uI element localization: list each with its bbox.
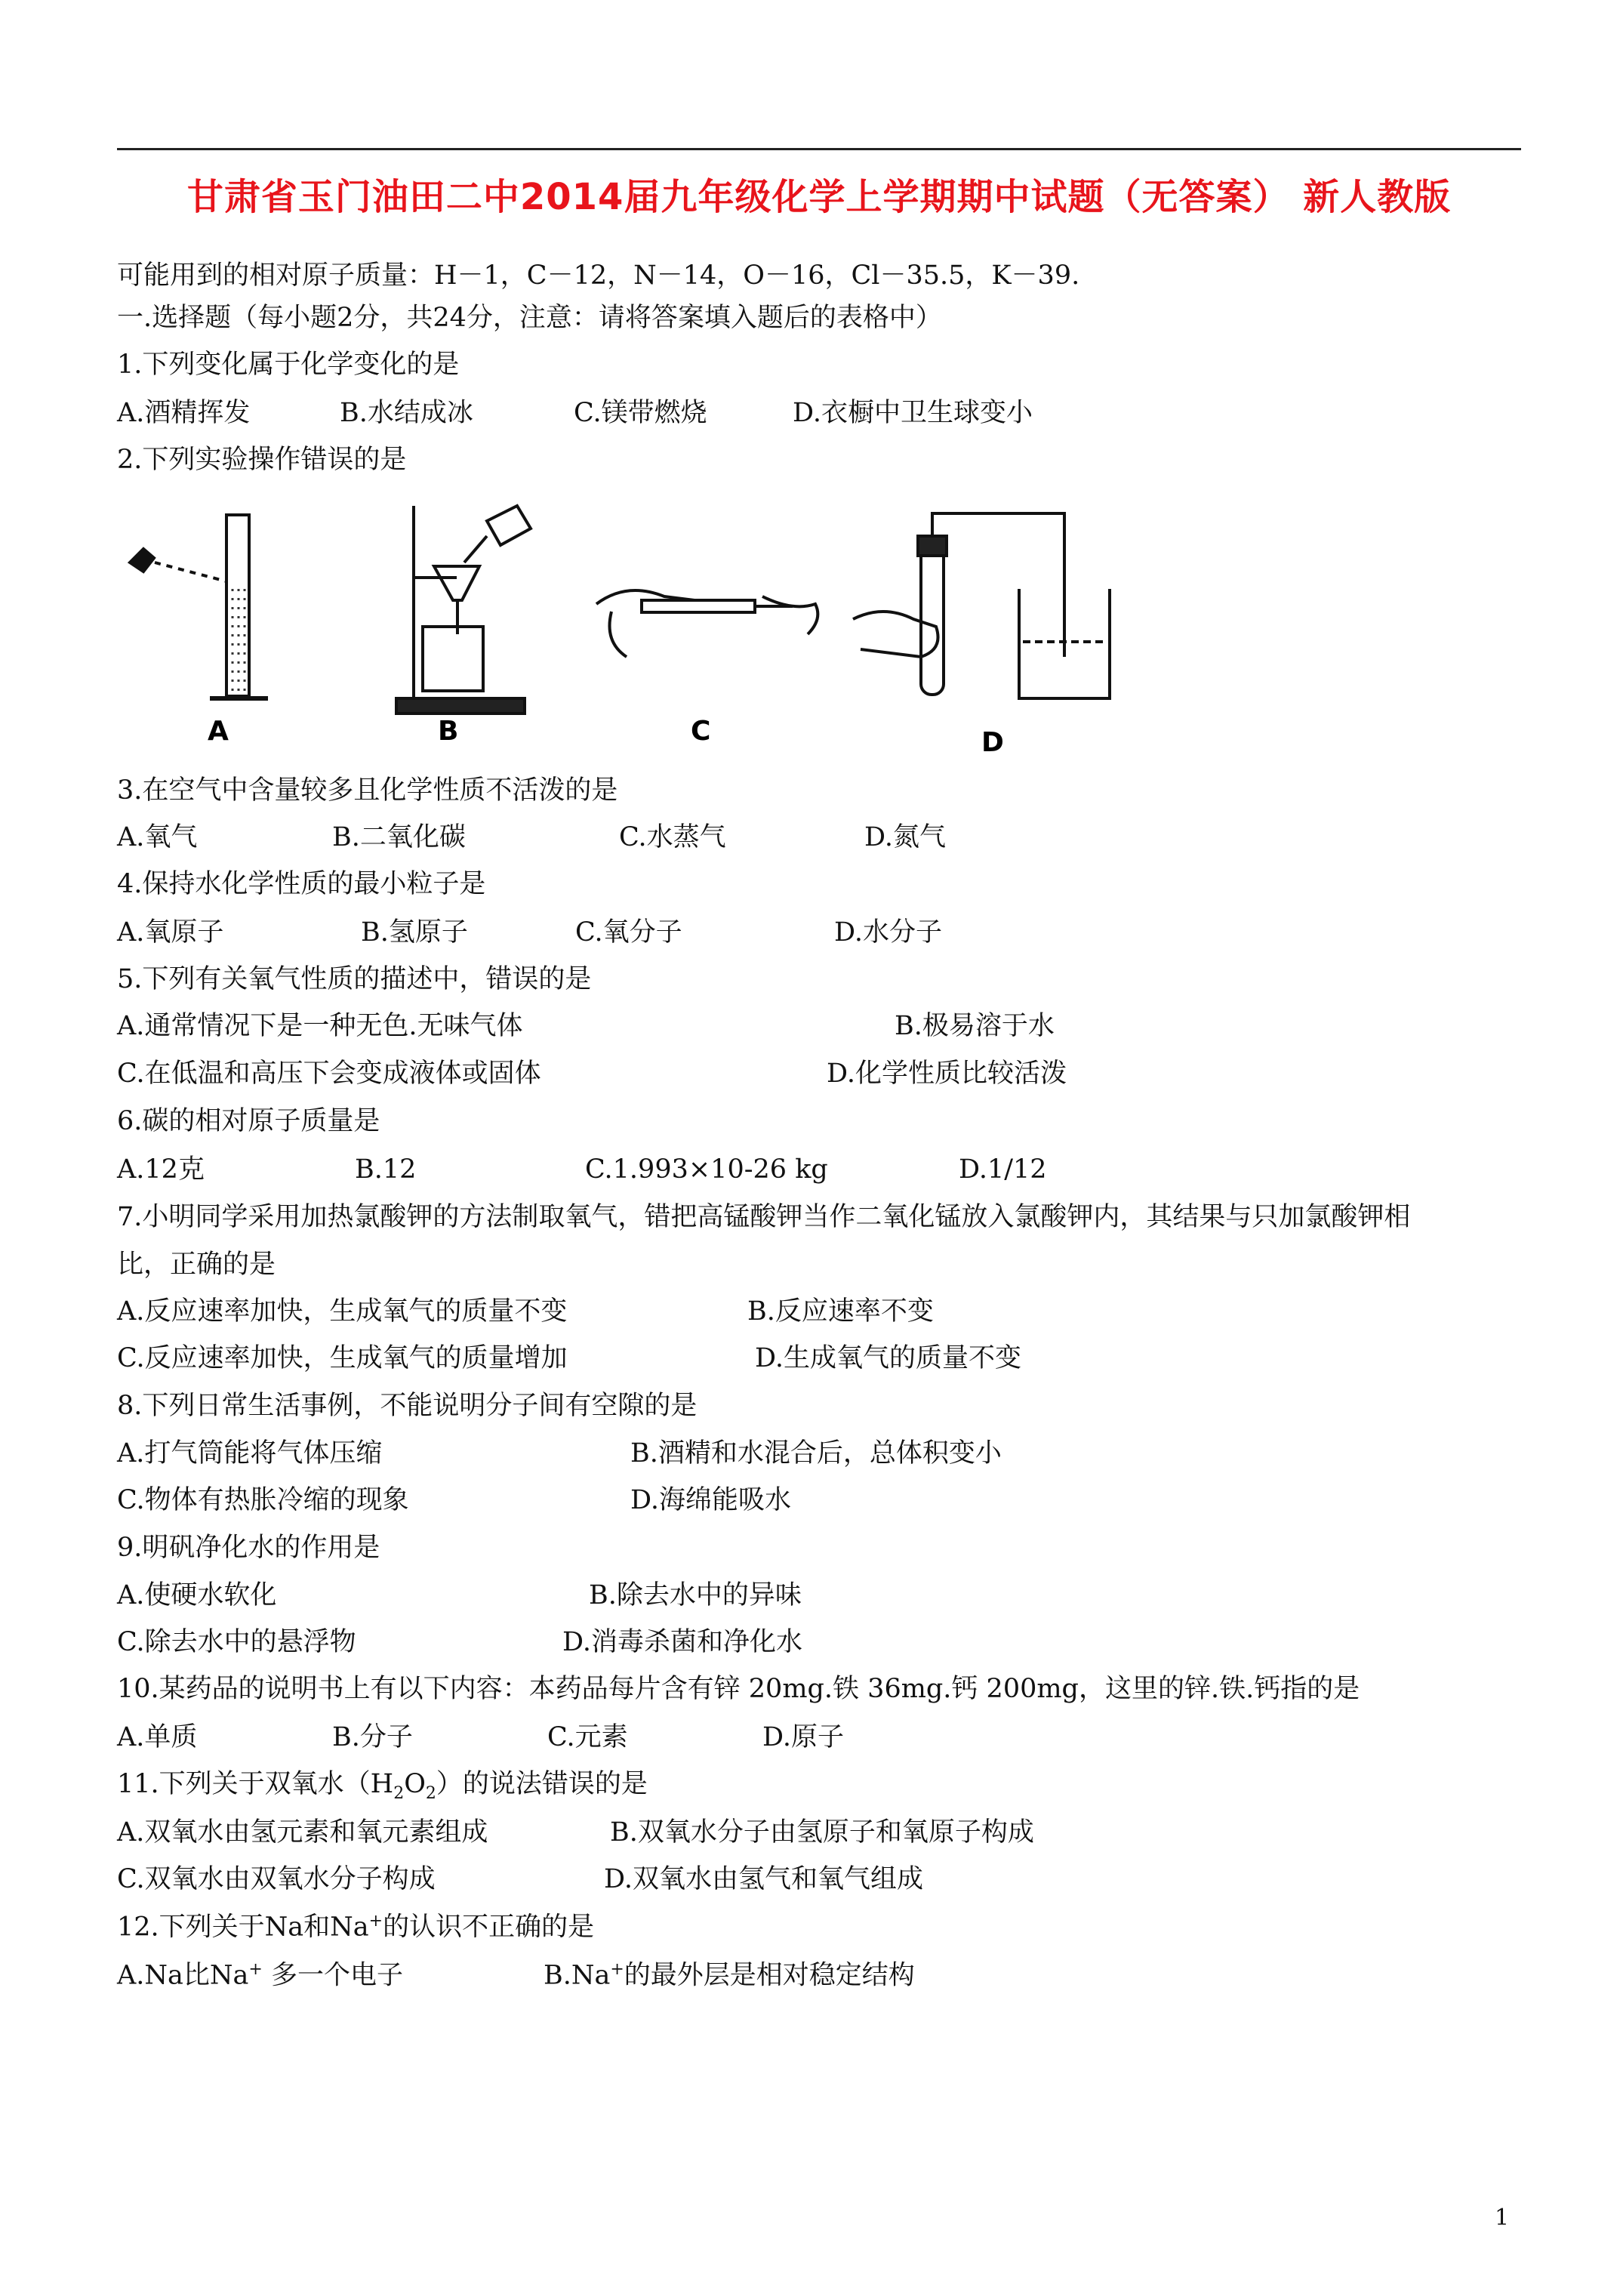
question-10-option-c: C.元素 (547, 1722, 628, 1752)
atomic-masses-line: 可能用到的相对原子质量：H－1，C－12，N－14，O－16，Cl－35.5，K－39. (117, 260, 1080, 291)
question-7-option-d: D.生成氧气的质量不变 (755, 1343, 1021, 1373)
question-11-option-a: A.双氧水由氢元素和氧元素组成 (117, 1817, 488, 1848)
question-5-stem: 5.下列有关氧气性质的描述中，错误的是 (117, 964, 592, 994)
figure-c-tube-connection (596, 590, 818, 657)
question-5-option-c: C.在低温和高压下会变成液体或固体 (117, 1059, 541, 1089)
question-7-option-c: C.反应速率加快，生成氧气的质量增加 (117, 1343, 568, 1373)
figure-d-airtightness-check (853, 513, 1110, 698)
question-1-option-d: D.衣橱中卫生球变小 (793, 398, 1033, 428)
question-11-stem: 11.下列关于双氧水$(H_2O_2)$的说法错误的是 (117, 1769, 648, 1803)
question-11-option-c: C.双氧水由双氧水分子构成 (117, 1864, 436, 1894)
question-4-option-c: C.氧分子 (575, 917, 682, 948)
question-1-option-b: B.水结成冰 (340, 398, 473, 428)
question-3-option-c: C.水蒸气 (619, 822, 726, 852)
question-4-option-d: D.水分子 (834, 917, 942, 948)
question-8-option-a: A.打气筒能将气体压缩 (117, 1438, 383, 1469)
question-10-option-d: D.原子 (762, 1722, 844, 1752)
header-rule (117, 148, 1521, 150)
figure-b-filtration (396, 506, 531, 713)
question-9-option-a: A.使硬水软化 (117, 1580, 277, 1610)
question-3-option-b: B.二氧化碳 (332, 822, 466, 852)
question-4-option-a: A.氧原子 (117, 917, 224, 948)
question-5-option-b: B.极易溶于水 (895, 1011, 1055, 1041)
question-3-option-a: A.氧气 (117, 822, 198, 852)
question-6-option-d: D.1/12 (959, 1154, 1047, 1185)
question-11-option-b: B.双氧水分子由氢原子和氧原子构成 (610, 1817, 1034, 1848)
question-6-option-a: A.12克 (117, 1154, 205, 1185)
question-9-option-b: B.除去水中的异味 (589, 1580, 802, 1610)
question-10-option-b: B.分子 (332, 1722, 413, 1752)
question-12-option-a: A.Na比Na+ 多一个电子 (117, 1960, 403, 1991)
question-7-stem-cont: 比，正确的是 (117, 1250, 276, 1280)
question-12-option-b: B.Na+的最外层是相对稳定结构 (544, 1960, 915, 1991)
question-6-stem: 6.碳的相对原子质量是 (117, 1106, 380, 1136)
question-3-option-d: D.氮气 (864, 822, 946, 852)
page-title: 甘肃省玉门油田二中2014届九年级化学上学期期中试题（无答案） 新人教版 (186, 176, 1452, 218)
question-9-stem: 9.明矾净化水的作用是 (117, 1533, 380, 1563)
question-10-stem: 10.某药品的说明书上有以下内容：本药品每片含有锌 20mg.铁 36mg.钙 200mg，这里的锌.铁.钙指的是 (117, 1674, 1360, 1704)
figure-label-c: C (691, 716, 711, 747)
question-8-option-b: B.酒精和水混合后，总体积变小 (630, 1438, 1002, 1469)
question-7-stem: 7.小明同学采用加热氯酸钾的方法制取氧气，错把高锰酸钾当作二氧化锰放入氯酸钾内，其结果与只加氯酸钾相 (117, 1202, 1411, 1232)
question-11-option-d: D.双氧水由氢气和氧气组成 (604, 1864, 923, 1894)
question-5-option-d: D.化学性质比较活泼 (827, 1059, 1067, 1089)
page-number: 1 (1495, 2205, 1510, 2231)
section-heading: 一.选择题（每小题2分，共24分，注意：请将答案填入题后的表格中） (117, 303, 942, 333)
question-6-option-c: C.1.993×10-26 kg (585, 1154, 828, 1185)
question-9-option-c: C.除去水中的悬浮物 (117, 1627, 356, 1657)
question-9-option-d: D.消毒杀菌和净化水 (562, 1627, 802, 1657)
question-8-option-c: C.物体有热胀冷缩的现象 (117, 1485, 409, 1515)
question-8-stem: 8.下列日常生活事例，不能说明分子间有空隙的是 (117, 1391, 698, 1421)
question-4-stem: 4.保持水化学性质的最小粒子是 (117, 869, 486, 899)
question-1-stem: 1.下列变化属于化学变化的是 (117, 350, 460, 380)
figure-label-b: B (438, 716, 459, 747)
question-1-option-c: C.镁带燃烧 (574, 398, 707, 428)
question-12-stem: 12.下列关于Na和Na+的认识不正确的是 (117, 1912, 595, 1943)
figure-a-graduated-cylinder (130, 515, 268, 698)
figure-label-d: D (981, 727, 1004, 758)
lab-operations-figure (113, 491, 1155, 763)
question-2-stem: 2.下列实验操作错误的是 (117, 445, 407, 475)
question-10-option-a: A.单质 (117, 1722, 198, 1752)
question-1-option-a: A.酒精挥发 (117, 398, 251, 428)
question-8-option-d: D.海绵能吸水 (630, 1485, 791, 1515)
question-7-option-b: B.反应速率不变 (747, 1296, 934, 1327)
question-4-option-b: B.氢原子 (361, 917, 468, 948)
figure-label-a: A (208, 716, 229, 747)
question-7-option-a: A.反应速率加快，生成氧气的质量不变 (117, 1296, 568, 1327)
question-6-option-b: B.12 (355, 1154, 417, 1185)
question-5-option-a: A.通常情况下是一种无色.无味气体 (117, 1011, 523, 1041)
question-3-stem: 3.在空气中含量较多且化学性质不活泼的是 (117, 775, 618, 806)
